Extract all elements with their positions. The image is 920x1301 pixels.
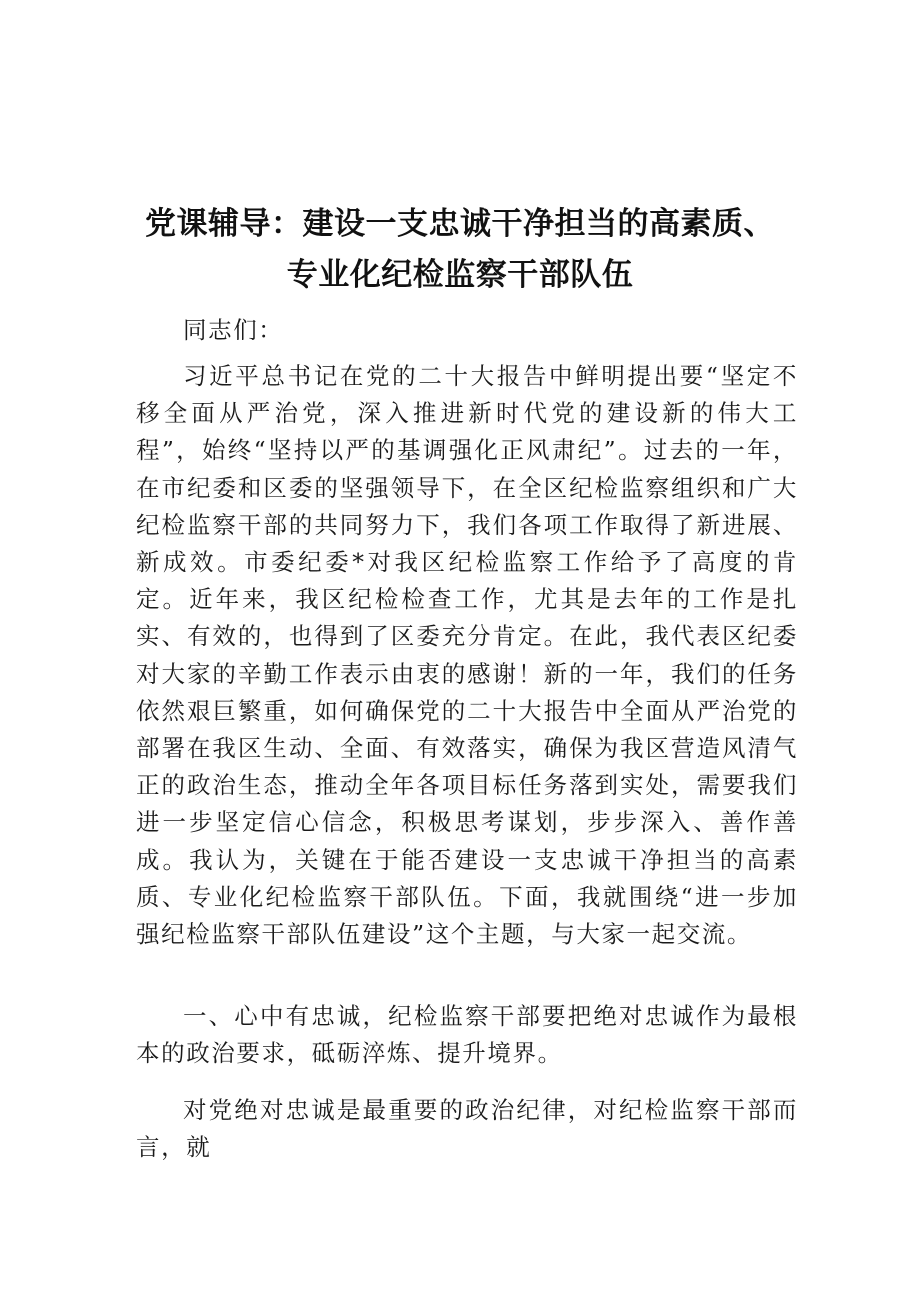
salutation: 同志们： bbox=[183, 316, 284, 344]
paragraph-intro: 习近平总书记在党的二十大报告中鲜明提出要“坚定不移全面从严治党，深入推进新时代党的建设新的伟大工程”，始终“坚持以严的基调强化正风肃纪”。过去的一年，在市纪委和区委的坚强领导下，在全区纪检监察组织和广大纪检监察干部的共同努力下，我们各项工作取得了新进展、新成效。市委纪委*对我区纪检监察工作给予了高度的肯定。近年来，我区纪检检查工作，尤其是去年的工作是扎实、有效的，也得到了区委充分肯定。在此，我代表区纪委对大家的辛勤工作表示由衷的感谢！新的一年，我们的任务依然艰巨繁重，如何确保党的二十大报告中全面从严治党的部署在我区生动、全面、有效落实，确保为我区营造风清气正的政治生态，推动全年各项目标任务落到实处，需要我们进一步坚定信心信念，积极思考谋划，步步深入、善作善成。我认为，关键在于能否建设一支忠诚干净担当的高素质、专业化纪检监察干部队伍。下面，我就围绕“进一步加强纪检监察干部队伍建设”这个主题，与大家一起交流。 bbox=[136, 362, 798, 949]
paragraph-section-heading: 一、心中有忠诚，纪检监察干部要把绝对忠诚作为最根本的政治要求，砥砺淬炼、提升境界。 bbox=[136, 1002, 798, 1068]
paragraph-section-body: 对党绝对忠诚是最重要的政治纪律，对纪检监察干部而言，就 bbox=[136, 1096, 798, 1162]
document-title-line-2: 专业化纪检监察干部队伍 bbox=[286, 257, 634, 293]
document-title-line-1: 党课辅导：建设一支忠诚干净担当的高素质、 bbox=[145, 206, 775, 242]
